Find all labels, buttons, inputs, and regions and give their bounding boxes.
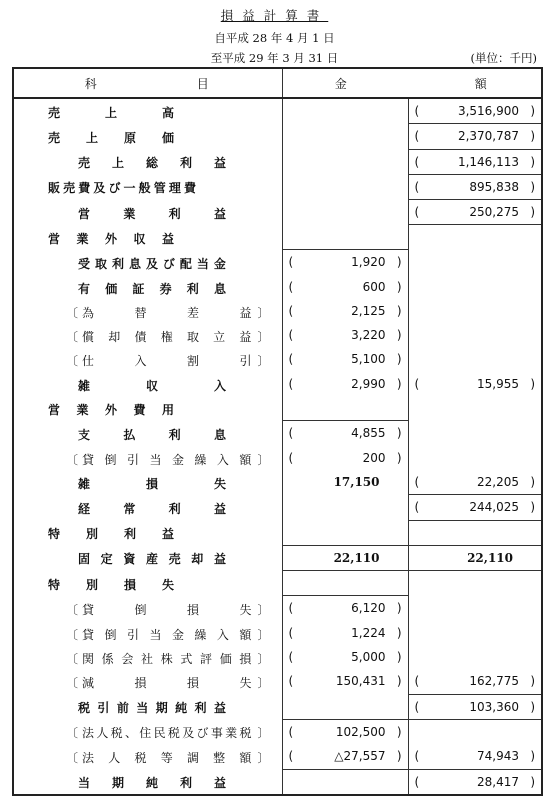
- amount-detail: [282, 571, 408, 596]
- amount-detail: ( 102,500 ): [282, 719, 408, 744]
- amount-total: 22,110: [408, 545, 542, 570]
- amount-total: ( 162,775 ): [408, 669, 542, 694]
- row-label: 営 業 外 費 用: [13, 396, 282, 421]
- amount-detail: ( 2,125 ): [282, 299, 408, 323]
- amount-detail: [282, 495, 408, 520]
- row-label: 売 上 高: [13, 98, 282, 124]
- amount-detail: ( 1,920 ): [282, 250, 408, 275]
- amount-total: ( 895,838 ): [408, 174, 542, 199]
- amount-detail: 17,150: [282, 470, 408, 495]
- period-to: 至平成 29 年 3 月 31 日: [210, 51, 339, 65]
- row-label: 特 別 利 益: [13, 520, 282, 545]
- amount-detail: ( 5,000 ): [282, 645, 408, 669]
- amount-detail: [282, 124, 408, 149]
- row-label: 経 常 利 益: [13, 495, 282, 520]
- amount-total: [408, 250, 542, 275]
- amount-detail: ( 600 ): [282, 275, 408, 299]
- amount-total: [408, 275, 542, 299]
- row-label: 売 上 原 価: [13, 124, 282, 149]
- row-label: 〔 法 人 税 等 調 整 額 〕: [13, 744, 282, 769]
- amount-total: ( 1,146,113 ): [408, 149, 542, 174]
- amount-total: [408, 596, 542, 621]
- amount-total: ( 74,943 ): [408, 744, 542, 769]
- amount-detail: ( △27,557 ): [282, 744, 408, 769]
- amount-detail: [282, 98, 408, 124]
- amount-total: ( 15,955 ): [408, 372, 542, 396]
- statement-rows: [13, 98, 542, 795]
- statement-row: [13, 275, 542, 299]
- row-label: 〔 貸 倒 損 失 〕: [13, 596, 282, 621]
- statement-row: [13, 669, 542, 694]
- statement-row: [13, 98, 542, 124]
- amount-detail: ( 6,120 ): [282, 596, 408, 621]
- statement-row: [13, 200, 542, 225]
- column-header-item: 科 目: [13, 68, 282, 98]
- row-label: 受 取 利 息 及 び 配 当 金: [13, 250, 282, 275]
- amount-detail: [282, 174, 408, 199]
- row-label: 税 引 前 当 期 純 利 益: [13, 694, 282, 719]
- row-label: 支 払 利 息: [13, 421, 282, 446]
- row-label: 営 業 外 収 益: [13, 225, 282, 250]
- amount-detail: [282, 149, 408, 174]
- amount-total: [408, 645, 542, 669]
- amount-detail: [282, 396, 408, 421]
- row-label: 特 別 損 失: [13, 571, 282, 596]
- amount-total: [408, 446, 542, 470]
- statement-row: [13, 149, 542, 174]
- statement-row: [13, 744, 542, 769]
- amount-detail: ( 2,990 ): [282, 372, 408, 396]
- amount-detail: ( 4,855 ): [282, 421, 408, 446]
- amount-total: ( 22,205 ): [408, 470, 542, 495]
- column-header-amount: 金 額: [282, 68, 542, 98]
- statement-row: [13, 124, 542, 149]
- statement-row: [13, 769, 542, 795]
- statement-row: [13, 174, 542, 199]
- row-label: 〔 為 替 差 益 〕: [13, 299, 282, 323]
- amount-total: ( 250,275 ): [408, 200, 542, 225]
- statement-row: [13, 694, 542, 719]
- amount-detail: [282, 225, 408, 250]
- amount-detail: ( 1,224 ): [282, 621, 408, 645]
- row-label: 雑 損 失: [13, 470, 282, 495]
- statement-row: [13, 596, 542, 621]
- statement-row: [13, 719, 542, 744]
- amount-total: ( 3,516,900 ): [408, 98, 542, 124]
- row-label: 〔 償 却 債 権 取 立 益 〕: [13, 323, 282, 347]
- amount-detail: ( 3,220 ): [282, 323, 408, 347]
- amount-total: [408, 347, 542, 371]
- row-label: 〔 貸 倒 引 当 金 繰 入 額 〕: [13, 446, 282, 470]
- statement-row: [13, 446, 542, 470]
- amount-total: ( 2,370,787 ): [408, 124, 542, 149]
- amount-total: [408, 225, 542, 250]
- statement-row: [13, 470, 542, 495]
- statement-row: [13, 645, 542, 669]
- statement-row: [13, 323, 542, 347]
- statement-row: [13, 372, 542, 396]
- statement-row: [13, 299, 542, 323]
- amount-total: [408, 396, 542, 421]
- statement-row: [13, 225, 542, 250]
- statement-row: [13, 520, 542, 545]
- statement-row: [13, 421, 542, 446]
- row-label: 〔 貸 倒 引 当 金 繰 入 額 〕: [13, 621, 282, 645]
- amount-total: [408, 299, 542, 323]
- amount-total: ( 103,360 ): [408, 694, 542, 719]
- amount-detail: ( 150,431 ): [282, 669, 408, 694]
- row-label: 当 期 純 利 益: [13, 769, 282, 795]
- amount-total: ( 244,025 ): [408, 495, 542, 520]
- statement-row: [13, 250, 542, 275]
- statement-row: [13, 347, 542, 371]
- statement-title: 損益計算書: [220, 8, 329, 23]
- row-label: 〔 減 損 損 失 〕: [13, 669, 282, 694]
- amount-total: [408, 571, 542, 596]
- amount-total: [408, 621, 542, 645]
- amount-total: [408, 421, 542, 446]
- row-label: 売 上 総 利 益: [13, 149, 282, 174]
- amount-total: [408, 719, 542, 744]
- row-label: 雑 収 入: [13, 372, 282, 396]
- statement-row: [13, 571, 542, 596]
- amount-detail: [282, 769, 408, 795]
- statement-row: [13, 545, 542, 570]
- income-statement-table: [12, 67, 543, 796]
- statement-row: [13, 396, 542, 421]
- amount-detail: ( 200 ): [282, 446, 408, 470]
- amount-detail: 22,110: [282, 545, 408, 570]
- period-from: 自平成 28 年 4 月 1 日: [214, 31, 335, 45]
- row-label: 〔 法 人 税 、 住 民 税 及 び 事 業 税 〕: [13, 719, 282, 744]
- amount-detail: [282, 694, 408, 719]
- row-label: 〔 関 係 会 社 株 式 評 価 損 〕: [13, 645, 282, 669]
- row-label: 営 業 利 益: [13, 200, 282, 225]
- row-label: 販 売 費 及 び 一 般 管 理 費: [13, 174, 282, 199]
- amount-detail: ( 5,100 ): [282, 347, 408, 371]
- row-label: 固 定 資 産 売 却 益: [13, 545, 282, 570]
- statement-row: [13, 495, 542, 520]
- amount-total: ( 28,417 ): [408, 769, 542, 795]
- statement-row: [13, 621, 542, 645]
- unit-label: (単位：千円): [470, 51, 537, 65]
- amount-detail: [282, 200, 408, 225]
- amount-total: [408, 520, 542, 545]
- row-label: 有 価 証 券 利 息: [13, 275, 282, 299]
- amount-detail: [282, 520, 408, 545]
- amount-total: [408, 323, 542, 347]
- row-label: 〔 仕 入 割 引 〕: [13, 347, 282, 371]
